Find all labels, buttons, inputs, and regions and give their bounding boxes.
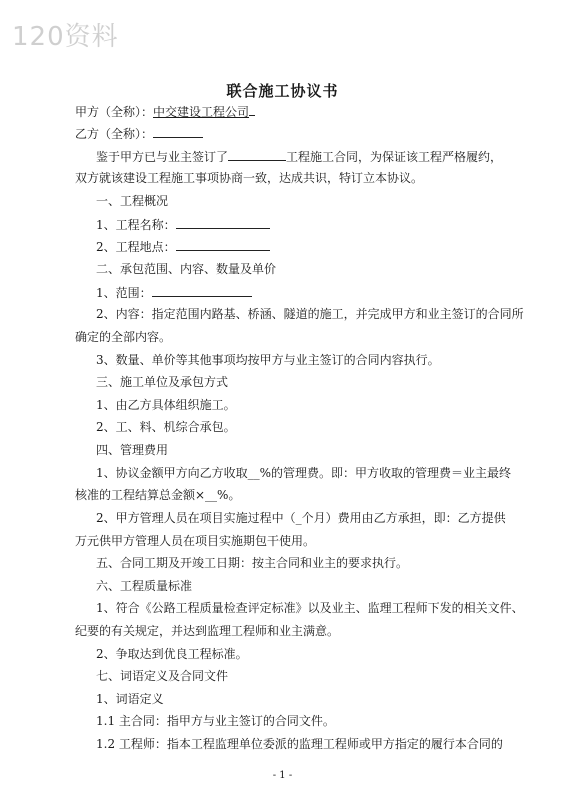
content-line-1: 2、内容：指定范围内路基、桥涵、隧道的施工，并完成甲方和业主签订的合同所: [96, 307, 524, 321]
content-line-2: 确定的全部内容。: [75, 330, 172, 344]
party-a-line: [75, 103, 255, 120]
party-a-value: 中交建设工程公司: [153, 105, 250, 119]
intro-line-2: 双方就该建设工程施工事项协商一致，达成共识，特订立本协议。: [75, 171, 424, 185]
scope-line: [96, 284, 252, 301]
project-name-label: 1、工程名称：: [96, 218, 176, 232]
staff-cost-line-2: 万元供甲方管理人员在项目实施期包干使用。: [75, 534, 316, 548]
fee-line-1: 1、协议金额甲方向乙方收取__%的管理费。即：甲方收取的管理费＝业主最终: [96, 466, 512, 480]
page-number: - 1 -: [272, 770, 293, 781]
section-6-heading: 六、工程质量标准: [96, 579, 193, 593]
section-7-heading: 七、词语定义及合同文件: [96, 669, 229, 683]
project-name-line: [96, 216, 270, 233]
section-1-heading: 一、工程概况: [96, 194, 169, 208]
project-location-label: 2、工程地点：: [96, 240, 176, 254]
quantity-line: 3、数量、单价等其他事项均按甲方与业主签订的合同内容执行。: [96, 353, 440, 367]
section-5-heading: 五、合同工期及开竣工日期：按主合同和业主的要求执行。: [96, 556, 409, 570]
party-a-label: 甲方（全称）：: [75, 105, 154, 119]
party-a-blank: [249, 103, 255, 116]
section-2-heading: 二、承包范围、内容、数量及单价: [96, 262, 277, 276]
contract-blank[interactable]: [228, 148, 286, 161]
scope-blank[interactable]: [152, 284, 252, 297]
definition-engineer: 1.2 工程师：指本工程监理单位委派的监理工程师或甲方指定的履行本合同的: [96, 737, 503, 751]
fee-line-2: 核准的工程结算总金额×__%。: [75, 488, 241, 502]
section-3-item-1: 1、由乙方具体组织施工。: [96, 398, 236, 412]
scope-label: 1、范围：: [96, 286, 152, 300]
section-4-heading: 四、管理费用: [96, 443, 169, 457]
quality-line-2: 纪要的有关规定，并达到监理工程师和业主满意。: [75, 624, 340, 638]
watermark-logo: 120资料: [12, 22, 119, 52]
quality-line-3: 2、争取达到优良工程标准。: [96, 647, 248, 661]
party-b-blank[interactable]: [153, 125, 203, 138]
intro-text-2: 工程施工合同，为保证该工程严格履约，: [286, 150, 503, 164]
party-b-line: [75, 125, 203, 142]
definition-main-contract: 1.1 主合同：指甲方与业主签订的合同文件。: [96, 714, 335, 728]
section-3-item-2: 2、工、料、机综合承包。: [96, 420, 236, 434]
intro-line-1: [96, 148, 502, 165]
intro-text-1: 鉴于甲方已与业主签订了: [96, 150, 229, 164]
staff-cost-line-1: 2、甲方管理人员在项目实施过程中（_个月）费用由乙方承担，即：乙方提供: [96, 511, 506, 525]
definitions-heading: 1、词语定义: [96, 692, 164, 706]
project-location-blank[interactable]: [176, 238, 270, 251]
section-3-heading: 三、施工单位及承包方式: [96, 375, 229, 389]
project-name-blank[interactable]: [176, 216, 270, 229]
project-location-line: [96, 238, 270, 255]
quality-line-1: 1、符合《公路工程质量检查评定标准》以及业主、监理工程师下发的相关文件、: [96, 601, 524, 615]
party-b-label: 乙方（全称）：: [75, 127, 154, 141]
document-title: 联合施工协议书: [226, 82, 339, 100]
